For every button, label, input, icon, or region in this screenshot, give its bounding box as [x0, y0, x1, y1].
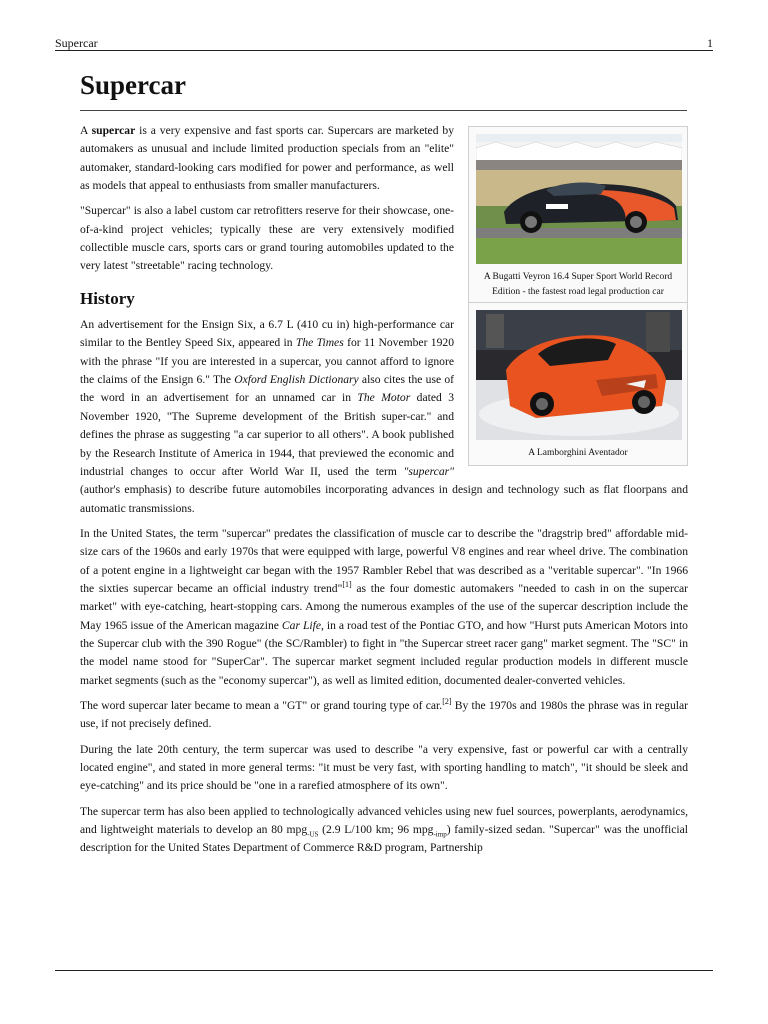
- lamborghini-aventador-photo: [476, 310, 682, 440]
- intro-paragraph: A supercar is a very expensive and fast sports car. Supercars are marketed by automakers as unusual and include limited production specials from an "elite" automaker, standard-looking cars modified for power and performance, as well as models that appeal to enthusiasts from smaller manufacturers.: [80, 124, 454, 193]
- page-title: Supercar: [80, 70, 186, 100]
- history-paragraph-2: In the United States, the term "supercar" predates the classification of muscle car to describe the "dragstrip bred" affordable mid-size cars of the 1960s and early 1970s that were equipped with large, powerful V8 engines and rear wheel drive. The combination of a potent engine in a lightweight car began with the 1957 Rambler Rebel that was described as a "veritable supercar". "In 1966 the sixties supercar became an official industry trend"[1] as the four domestic automakers "needed to cash in on the supercar market" with eye-catching, heart-stopping cars. Among the numerous examples of the use of the supercar description include the May 1965 issue of the American magazine Car Life, in a road test of the Pontiac GTO, and how "Hurst puts American Motors into the Supercar club with the 390 Rogue" (the SC/Rambler) to fight in "the Supercar street racer gang" market segment. The "SC" in the model name stood for "SuperCar". The supercar market segment included regular production models in different muscle market segments (such as the "economy supercar"), as well as limited edition, documented dealer-converted vehicles.: [80, 526, 689, 687]
- history-paragraph-3: The word supercar later became to mean a "GT" or grand touring type of car.[2] By the 1970s and 1980s the phrase was in regular use, if not precisely defined.: [80, 697, 689, 731]
- figure-lamborghini: [468, 302, 688, 466]
- footer-divider: [55, 970, 713, 971]
- history-paragraph-5: The supercar term has also been applied to technologically advanced vehicles using new fuel sources, powerplants, aerodynamics, and lightweight materials to develop an 80 mpg$_{‑US}$ (2.9 L/100 km; 96 mpg$_{‑imp}$) family-sized sedan. "Supercar" was the unofficial description for the United States Department of Commerce R&D program, Partnership: [80, 804, 689, 855]
- reference-link[interactable]: [2]: [442, 697, 452, 707]
- page-number: 1: [707, 36, 713, 50]
- article-body: [80, 122, 688, 865]
- intro-paragraph-2: "Supercar" is also a label custom car retrofitters reserve for their showcase, one-of-a-kind project vehicles; typically these are very extensively modified collectible muscle cars, sports cars or grand touring automobiles updated to the very latest "streetable" racing technology.: [80, 204, 454, 273]
- figure-bugatti: [468, 126, 688, 320]
- history-paragraph-4: During the late 20th century, the term supercar was used to describe "a very expensive, fast or powerful car with a centrally located engine", and stated in more general terms: "it must be very fast, with sporting handling to match", "it should be sleek and eye-catching" and its price should be "one in a rarefied atmosphere of its own".: [80, 742, 688, 793]
- running-header: [55, 34, 713, 51]
- bugatti-veyron-photo: [476, 134, 682, 264]
- running-title: Supercar: [55, 36, 98, 50]
- history-paragraph: An advertisement for the Ensign Six, a 6.7 L (410 cu in) high-performance car similar to the Bentley Speed Six, appeared in The Times for 11 November 1920 with the phrase "If you are interested in a supercar, you cannot afford to ignore the claims of the Ensign 6." The Oxford English Dictionary also cites the use of the word in an advertisement for an unnamed car in The Motor dated 3 November 1920, "The Supreme development of the British super-car." and defines the phrase as suggesting "a car superior to all others". A book published by the Research Institute of America in 1944, that previewed the economic and industrial changes to occur after World War II, used the term "supercar" (author's emphasis) to describe future automobiles incorporating advances in design and technology such as flat floorpans and automatic transmissions.: [80, 318, 688, 515]
- figure-caption: A Lamborghini Aventador: [528, 448, 628, 458]
- section-heading-history: History: [80, 288, 135, 308]
- figure-caption: A Bugatti Veyron 16.4 Super Sport World Record Edition - the fastest road legal production car: [483, 272, 673, 297]
- reference-link[interactable]: [1]: [342, 580, 352, 590]
- title-divider: [80, 110, 687, 111]
